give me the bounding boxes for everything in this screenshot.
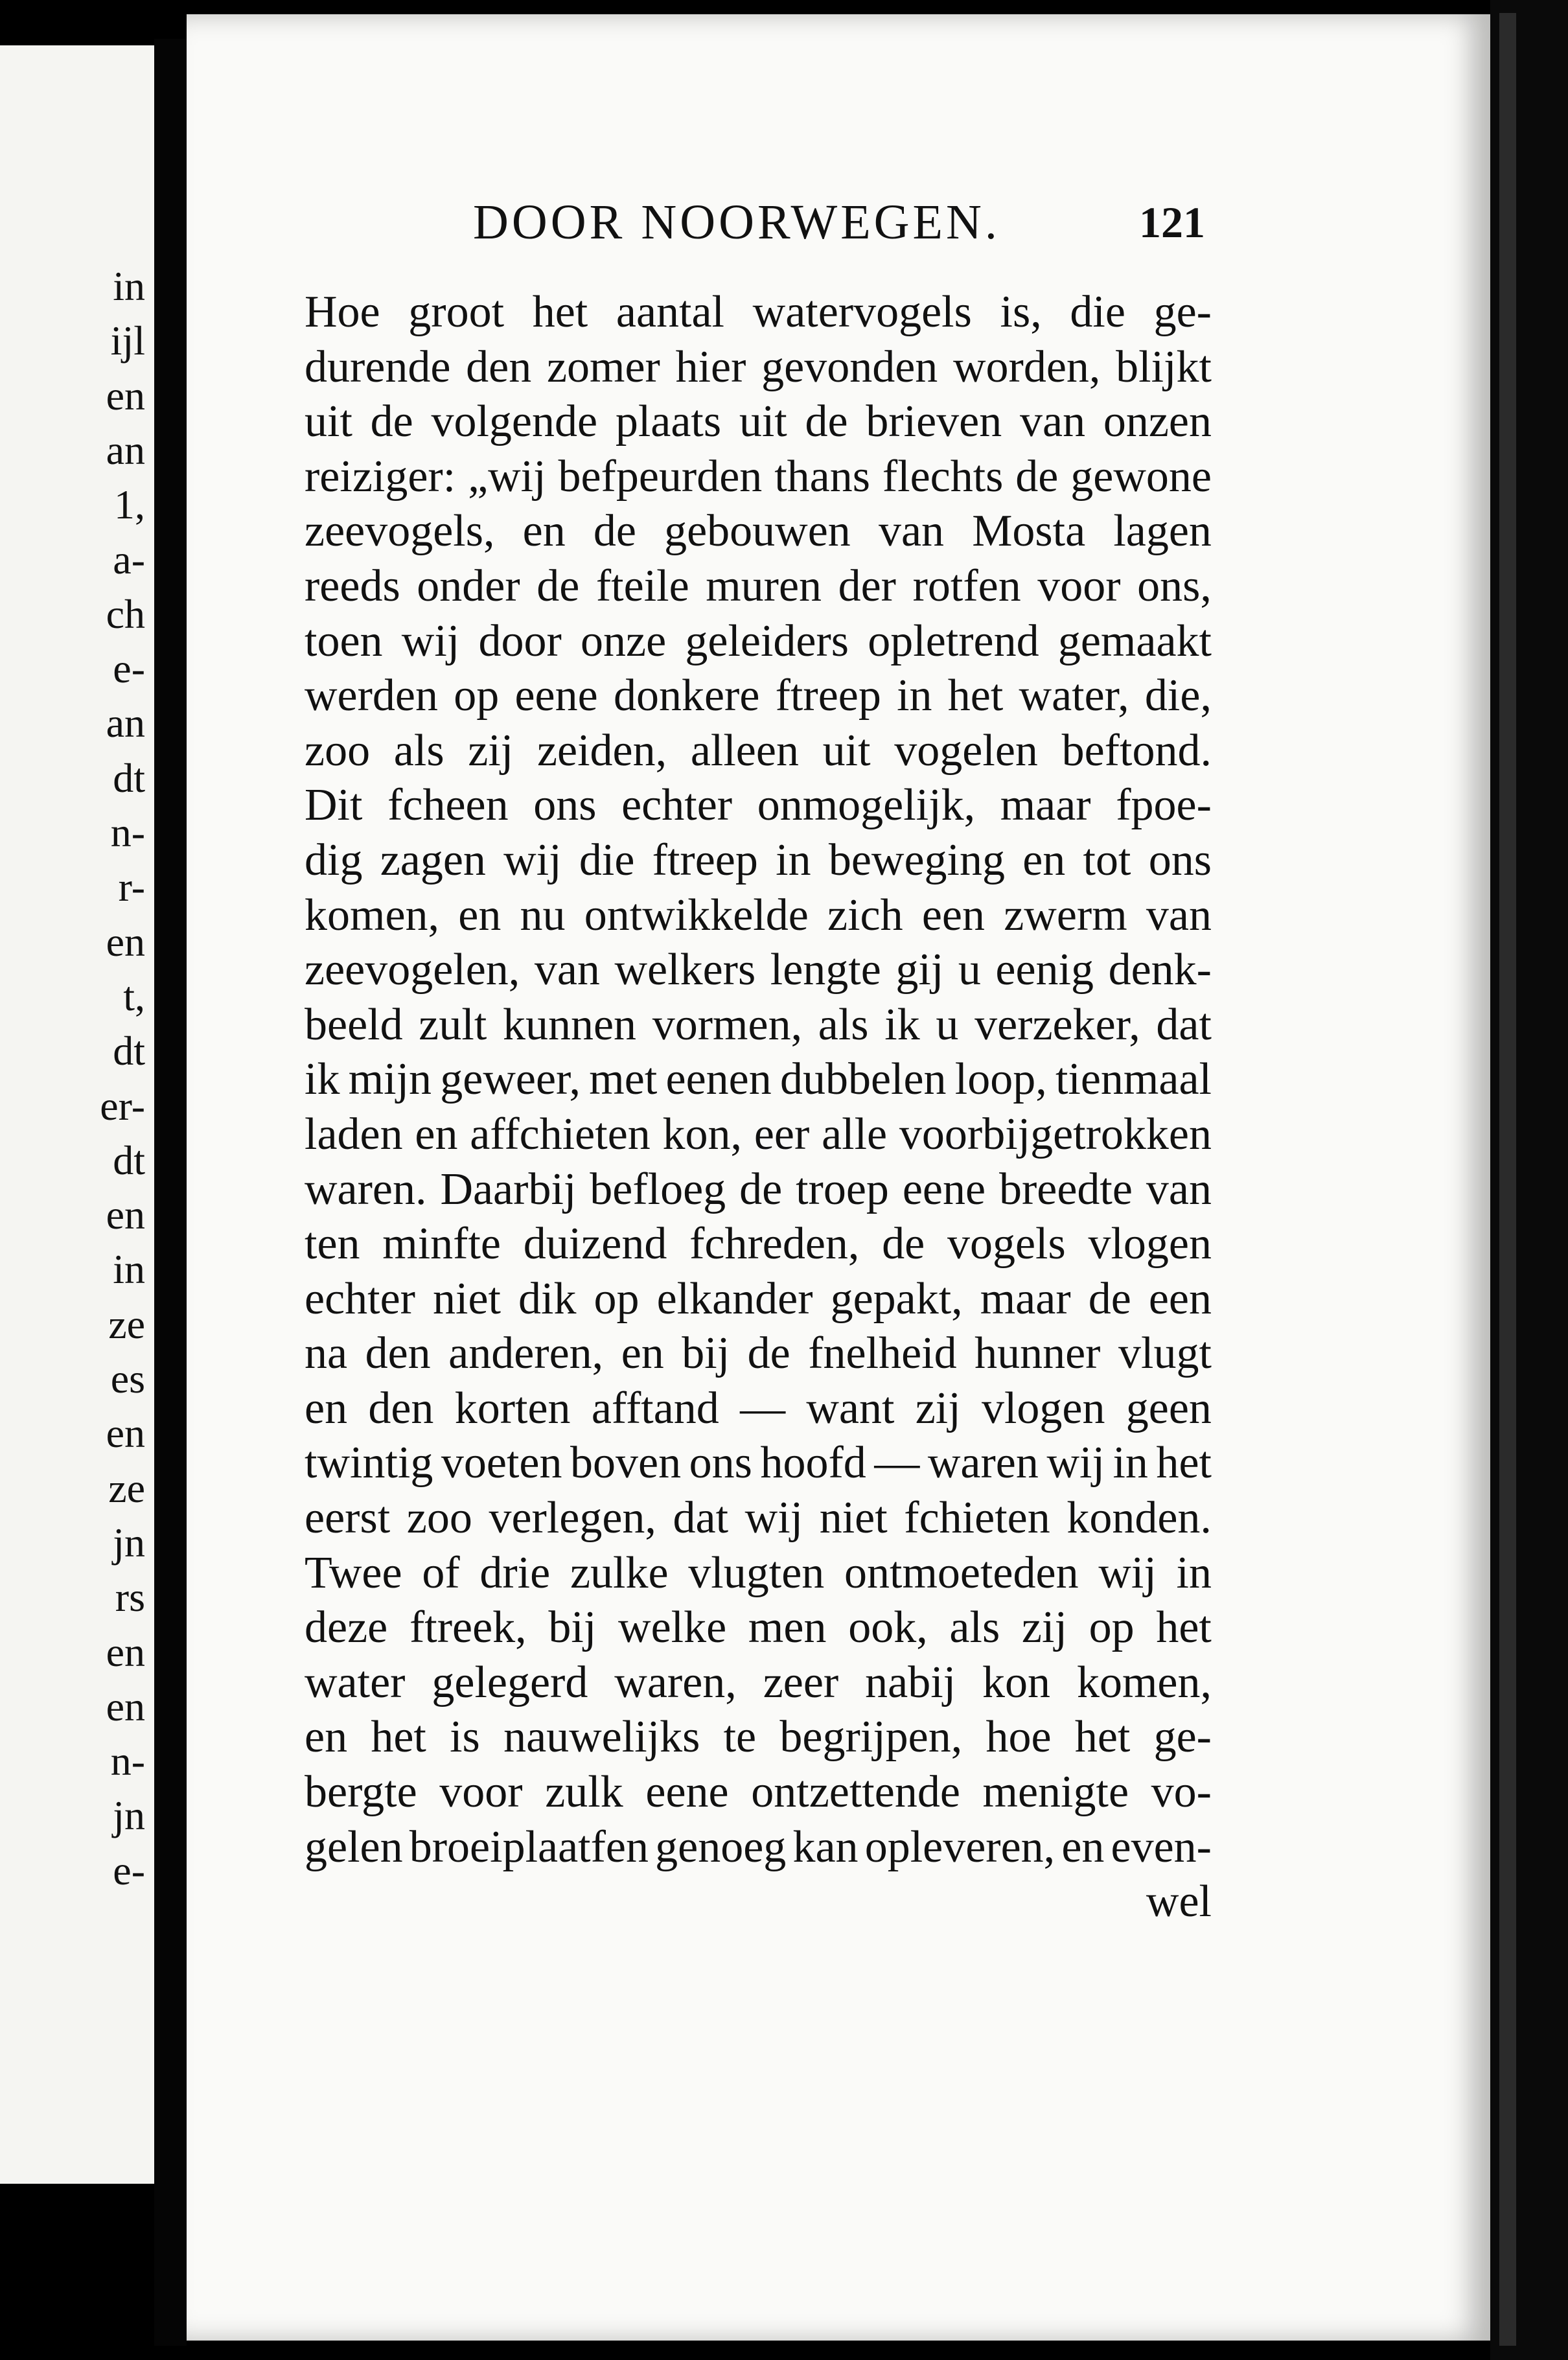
facing-page-fragment: er- — [100, 1082, 145, 1129]
text-line: toen wij door onze geleiders opletrend gemaakt — [305, 616, 1212, 666]
text-line: reiziger: „wij befpeurden thans flechts de gewone — [305, 451, 1212, 502]
facing-page-fragment: ijl — [110, 318, 145, 364]
facing-page-fragment: r- — [118, 864, 145, 910]
body-text — [305, 285, 1212, 1930]
text-line: waren. Daarbij befloeg de troep eene breedte van — [305, 1164, 1212, 1214]
text-line: ik mijn geweer, met eenen dubbelen loop, tienmaal — [305, 1054, 1212, 1105]
book-gutter — [154, 39, 187, 2346]
facing-page-fragment: a- — [113, 536, 145, 583]
facing-page-fragment: an — [106, 426, 145, 473]
text-line: Hoe groot het aantal watervogels is, die ge- — [305, 287, 1212, 337]
text-line: zeevogels, en de gebouwen van Mosta lagen — [305, 506, 1212, 557]
facing-page-fragment: jn — [113, 1519, 145, 1566]
text-line: reeds onder de fteile muren der rotfen voor ons, — [305, 561, 1212, 611]
text-line: gelen broeiplaatfen genoeg kan opleveren, en even- — [305, 1822, 1212, 1872]
text-line: water gelegerd waren, zeer nabij kon komen, — [305, 1657, 1212, 1707]
text-line: werden op eene donkere ftreep in het water, die, — [305, 671, 1212, 721]
catchword — [305, 1875, 1212, 1930]
page-number: 121 — [1139, 198, 1205, 247]
facing-page-fragment: jn — [113, 1792, 145, 1839]
text-line: deze ftreek, bij welke men ook, als zij op het — [305, 1602, 1212, 1653]
facing-page-fragment: en — [106, 918, 145, 965]
text-line: twintig voeten boven ons hoofd — waren wij in het — [305, 1438, 1212, 1488]
facing-page-fragment: in — [113, 263, 145, 309]
text-line: beeld zult kunnen vormen, als ik u verzeker, dat — [305, 999, 1212, 1050]
facing-page-fragment: 1, — [114, 481, 145, 528]
catchword-text: wel — [1146, 1877, 1212, 1927]
facing-page-fragment: ch — [106, 590, 145, 637]
text-line: bergte voor zulk eene ontzettende menigte vo- — [305, 1767, 1212, 1818]
text-line: Dit fcheen ons echter onmogelijk, maar fpoe- — [305, 780, 1212, 831]
text-line: zeevogelen, van welkers lengte gij u eenig denk- — [305, 945, 1212, 995]
text-line: eerst zoo verlegen, dat wij niet fchieten konden. — [305, 1493, 1212, 1544]
text-line: ten minfte duizend fchreden, de vogels vlogen — [305, 1219, 1212, 1269]
facing-page-fragment: n- — [110, 809, 145, 855]
facing-page-fragment: en — [106, 1628, 145, 1675]
facing-page-fragment: rs — [115, 1574, 145, 1621]
facing-page-fragment: e- — [113, 1847, 145, 1893]
facing-page-fragment: ze — [108, 1301, 145, 1347]
text-line: en het is nauwelijks te begrijpen, hoe het ge- — [305, 1712, 1212, 1763]
page-header — [298, 194, 1205, 253]
facing-page-fragment: es — [110, 1356, 145, 1402]
facing-page-fragment: n- — [110, 1738, 145, 1785]
facing-page-fragment: dt — [113, 1028, 145, 1074]
running-title: DOOR NOORWEGEN. — [473, 195, 1000, 249]
text-line: uit de volgende plaats uit de brieven van onzen — [305, 397, 1212, 447]
facing-page-fragment: en — [106, 1410, 145, 1457]
facing-page-fragment: en — [106, 1192, 145, 1238]
text-line: laden en affchieten kon, eer alle voorbijgetrokken — [305, 1109, 1212, 1159]
facing-page-fragment: e- — [113, 645, 145, 692]
facing-page-fragment: in — [113, 1246, 145, 1293]
facing-page-fragment: an — [106, 700, 145, 746]
text-line: Twee of drie zulke vlugten ontmoeteden wij in — [305, 1547, 1212, 1598]
text-line: echter niet dik op elkander gepakt, maar de een — [305, 1273, 1212, 1324]
facing-page-fragment: dt — [113, 1137, 145, 1183]
page-edge-dark — [1490, 0, 1568, 2360]
text-line: zoo als zij zeiden, alleen uit vogelen beftond. — [305, 725, 1212, 776]
text-line: dig zagen wij die ftreep in beweging en tot ons — [305, 835, 1212, 885]
facing-page-fragment: en — [106, 1683, 145, 1730]
facing-page-fragment: t, — [123, 973, 145, 1019]
facing-page-edge — [0, 45, 156, 2184]
facing-page-fragment: ze — [108, 1464, 145, 1511]
text-line: en den korten afftand — want zij vlogen geen — [305, 1383, 1212, 1433]
facing-page-fragment: dt — [113, 754, 145, 801]
text-line: durende den zomer hier gevonden worden, blijkt — [305, 341, 1212, 392]
text-line: komen, en nu ontwikkelde zich een zwerm van — [305, 890, 1212, 940]
text-line: na den anderen, en bij de fnelheid hunner vlugt — [305, 1328, 1212, 1379]
facing-page-fragment: en — [106, 372, 145, 419]
